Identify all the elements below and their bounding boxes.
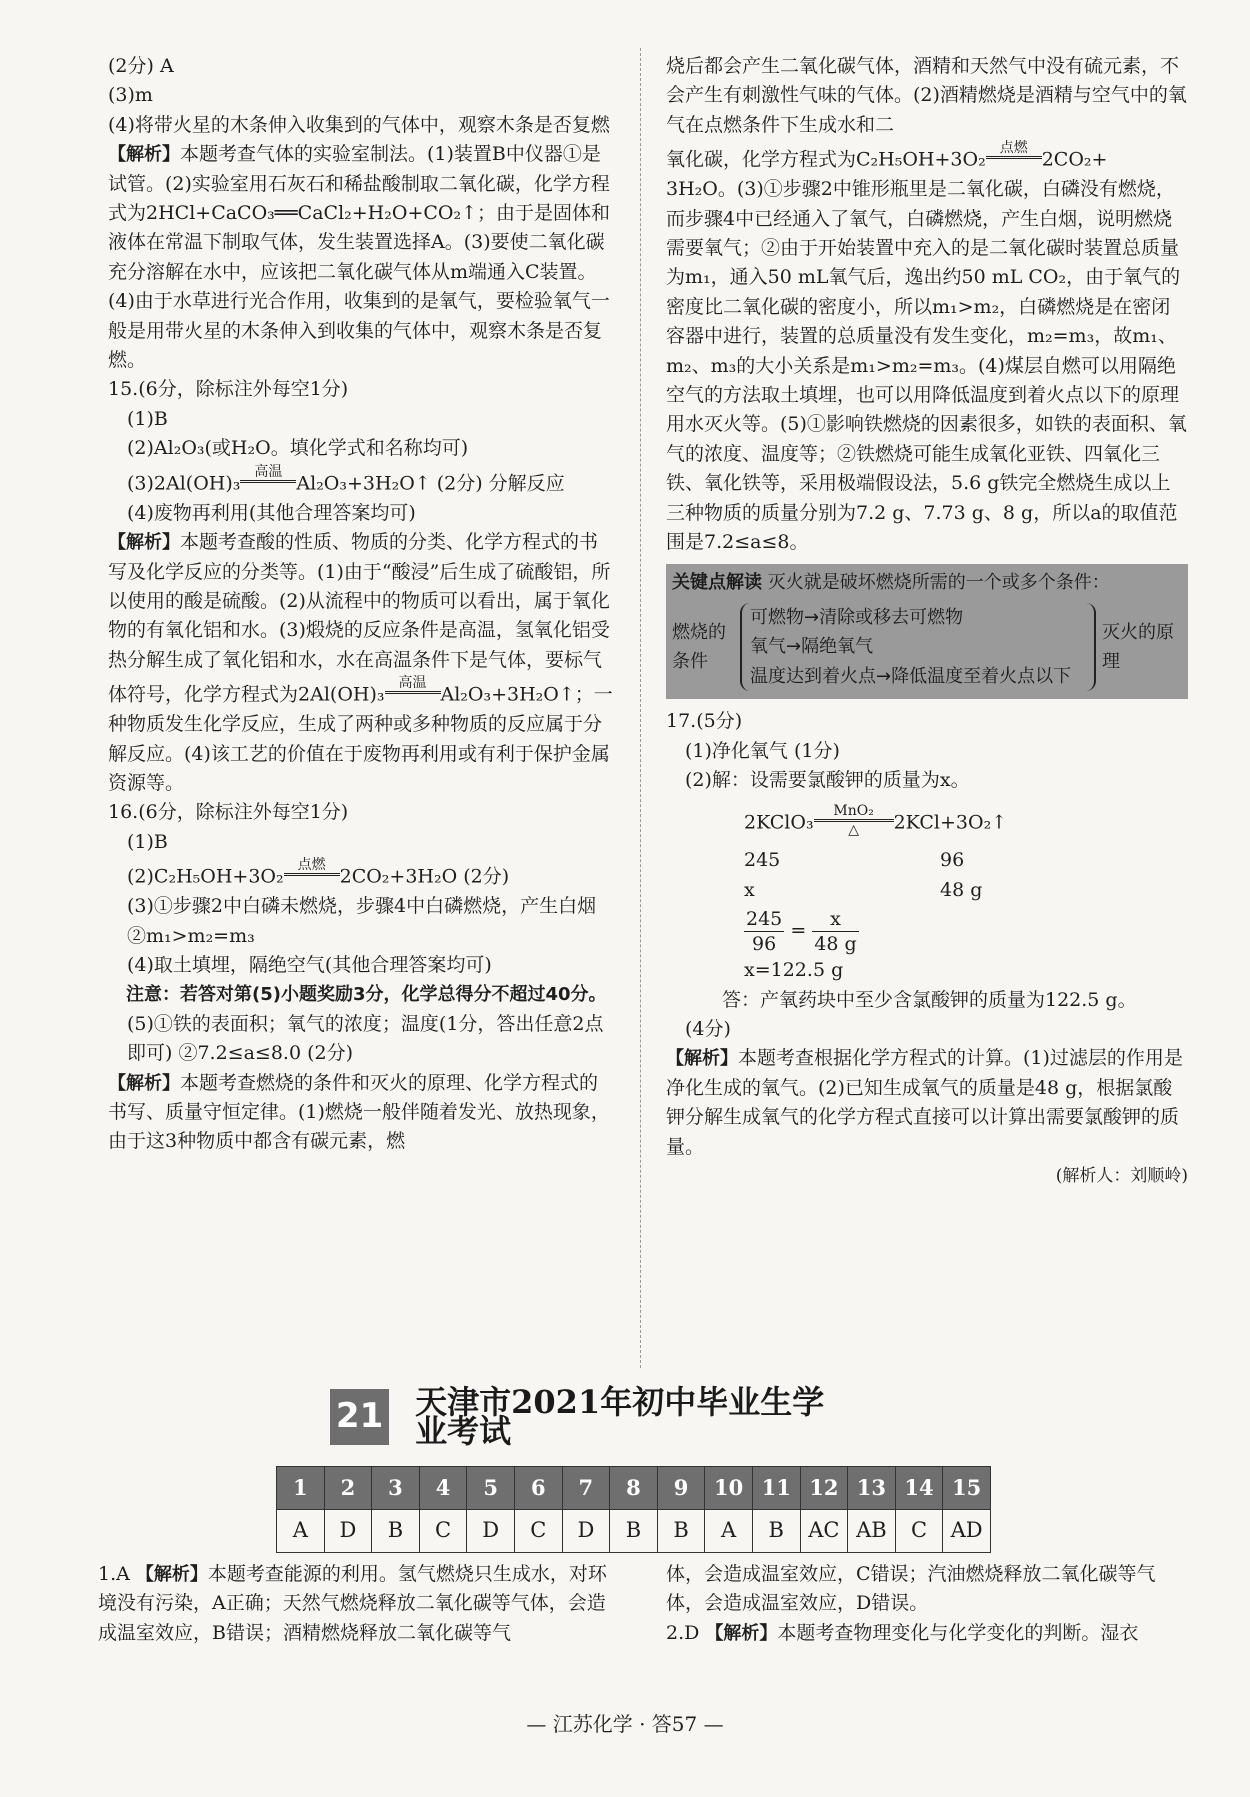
mass-right (940, 846, 982, 905)
answer-line (108, 857, 614, 892)
points-note: (4分) (685, 1017, 731, 1040)
question-number-cell: 3 (372, 1467, 420, 1510)
unknown-mass: x (744, 878, 755, 901)
equation-right: 2CO₂+3H₂O (2分) (339, 865, 510, 888)
key-point-box (666, 564, 1188, 700)
explanation (108, 140, 614, 375)
equation-left: 氧化碳，化学方程式为C₂H₅OH+3O₂ (666, 148, 986, 171)
question-number-cell: 6 (514, 1467, 562, 1510)
reaction-condition (814, 803, 894, 838)
answer-cell: D (467, 1510, 515, 1553)
equation-left: (3)2Al(OH)₃ (127, 472, 241, 495)
question-15-header: 15.(6分，除标注外每空1分) (108, 378, 349, 401)
question-number-cell: 8 (610, 1467, 658, 1510)
explanation-text (666, 140, 1188, 175)
answer-statement: 答：产氧药块中至少含氯酸钾的质量为122.5 g。 (722, 988, 1137, 1011)
question-number-cell: 5 (467, 1467, 515, 1510)
explanation-text: 本题考查气体的实验室制法。(1)装置B中仪器①是试管。(2)实验室用石灰石和稀盐酸制取二氧化碳，化学方程式为2HCl+CaCO₃══CaCl₂+H₂O+CO₂↑；由于是固体和液体在常温下制取气体，发生装置选择A。(3)要使二氧化碳充分溶解在水中，应该把二氧化碳气体从m端通入C装置。(4)由于水草进行光合作用，收集到的是氧气，要检验氧气一般是用带火星的木条伸入到收集的气体中，观察木条是否复燃。 (108, 143, 611, 372)
mass-left (744, 846, 940, 905)
answer-cell: C (895, 1510, 943, 1553)
answer-line: (2)Al₂O₃(或H₂O。填化学式和名称均可) (127, 437, 469, 460)
reaction-condition (385, 675, 441, 710)
answer-cell: B (657, 1510, 705, 1553)
question-number: 1.A (98, 1563, 136, 1585)
explanation-tag: 【解析】 (108, 532, 180, 554)
question-number-cell: 15 (943, 1467, 991, 1510)
key-point-heading: 关键点解读 (672, 571, 762, 593)
question-17-header: 17.(5分) (666, 710, 743, 733)
reaction-condition (284, 857, 340, 892)
question-number-cell: 14 (895, 1467, 943, 1510)
bottom-right-column (666, 1560, 1188, 1648)
section-number: 21 (330, 1389, 389, 1445)
answer-cell: C (514, 1510, 562, 1553)
answer-line: (1)净化氧气 (1分) (685, 739, 840, 762)
combustion-conditions-label: 燃烧的条件 (672, 621, 726, 673)
question-number-cell: 1 (277, 1467, 325, 1510)
answer-cell: AB (848, 1510, 896, 1553)
answer-cell: AD (943, 1510, 991, 1553)
condition-text: 点燃 (297, 857, 326, 874)
question-number-cell: 7 (562, 1467, 610, 1510)
left-column (108, 52, 614, 1157)
explanation-tag: 【解析】 (108, 144, 180, 166)
fraction (744, 907, 784, 956)
equation-right: Al₂O₃+3H₂O↑ (2分) 分解反应 (296, 472, 565, 495)
explanation-tag: 【解析】 (666, 1048, 738, 1070)
section-heading (330, 1382, 830, 1450)
molar-mass: 96 (940, 849, 965, 872)
answer-line: (4)将带火星的木条伸入收集到的气体中，观察木条是否复燃 (108, 113, 610, 136)
question-number-row (277, 1467, 991, 1510)
answer-cell: D (324, 1510, 372, 1553)
denominator: 96 (752, 933, 777, 956)
key-point-item: 温度达到着火点→降低温度至着火点以下 (750, 665, 1072, 687)
question-number-cell: 12 (800, 1467, 848, 1510)
explanation (666, 1044, 1188, 1162)
proportion: $\frac{245}{96}$ = $\frac{x}{48 g}$ (746, 908, 857, 956)
explanation (108, 1069, 614, 1157)
answer-line: (3)m (108, 84, 153, 107)
denominator: 48 g (814, 933, 857, 956)
answer-cell: C (419, 1510, 467, 1553)
question-number-cell: 9 (657, 1467, 705, 1510)
explanation (98, 1560, 610, 1648)
explanation-tag: 【解析】 (135, 1564, 208, 1585)
explanation-tag: 【解析】 (705, 1622, 778, 1644)
explanation (108, 528, 614, 798)
key-point-text: 灭火就是破坏燃烧所需的一个或多个条件： (762, 571, 1110, 593)
result-line: x=122.5 g (744, 959, 844, 982)
column-divider (640, 48, 641, 1368)
explanation-text: 本题考查酸的性质、物质的分类、化学方程式的书写及化学反应的分类等。(1)由于“酸浸”后生成了硫酸铝，所以使用的酸是硫酸。(2)从流程中的物质可以看出，属于氧化物的有氧化铝和水。(3)煅烧的反应条件是高温，氢氧化铝受热分解生成了氧化铝和水，水在高温条件下是气体，要标气体符号， (108, 531, 611, 706)
equation-left: (2)C₂H₅OH+3O₂ (127, 865, 284, 888)
fraction (812, 907, 858, 956)
author-signature: (解析人：刘顺岭) (1055, 1166, 1188, 1186)
question-number-cell: 10 (705, 1467, 753, 1510)
answer-cell: D (562, 1510, 610, 1553)
answer-cell: B (372, 1510, 420, 1553)
molar-mass: 245 (744, 849, 781, 872)
key-point-diagram (672, 603, 1182, 695)
answer-cell: AC (800, 1510, 848, 1553)
question-number-cell: 4 (419, 1467, 467, 1510)
reaction-condition (240, 464, 296, 499)
condition-text: 高温 (254, 463, 283, 480)
answer-cell: A (277, 1510, 325, 1553)
condition-text: 点燃 (999, 140, 1028, 157)
question-number: 2.D (666, 1621, 706, 1644)
question-number-cell: 13 (848, 1467, 896, 1510)
answer-line: (1)B (127, 407, 168, 430)
answer-line: (3)①步骤2中白磷未燃烧，步骤4中白磷燃烧，产生白烟 ②m₁>m₂=m₃ (127, 895, 597, 947)
answer-line: (1)B (127, 830, 168, 853)
section-title: 天津市2021年初中毕业生学业考试 (415, 1382, 825, 1450)
answer-line (108, 464, 614, 499)
bottom-left-column (98, 1560, 610, 1648)
equation-right: 2KCl+3O₂↑ (893, 811, 1008, 834)
explanation-text: Al₂O₃+3H₂O↑；一种物质发生化学反应，生成了两种或多种物质的反应属于分解反应。(4)该工艺的价值在于废物再利用或有利于保护金属资源等。 (108, 683, 613, 794)
answer-line: (4)取土填埋，隔绝空气(其他合理答案均可) (127, 953, 492, 976)
catalyst-text: MnO₂ (833, 803, 874, 820)
answer-line: (4)废物再利用(其他合理答案均可) (127, 501, 416, 524)
explanation-text: 本题考查燃烧的条件和灭火的原理、化学方程式的书写、质量守恒定律。(1)燃烧一般伴随着发光、放热现象，由于这3种物质中都含有碳元素，燃 (108, 1071, 610, 1153)
question-number-cell: 2 (324, 1467, 372, 1510)
explanation-text: 体，会造成温室效应，C错误；汽油燃烧释放二氧化碳等气体，会造成温室效应，D错误。 (666, 1563, 1156, 1615)
reaction-condition (986, 140, 1042, 175)
answer-table (276, 1466, 991, 1553)
explanation-tag: 【解析】 (108, 1072, 180, 1094)
equation-right: 2CO₂+ (1041, 148, 1108, 171)
extinguish-principle-label: 灭火的原理 (1102, 621, 1174, 673)
page-footer: — 江苏化学 · 答57 — (526, 1712, 724, 1736)
key-point-item: 氧气→隔绝氧气 (750, 636, 874, 658)
question-16-header: 16.(6分，除标注外每空1分) (108, 801, 349, 824)
explanation-text: 本题考查能源的利用。氢气燃烧只生成水，对环境没有污染，A正确；天然气燃烧释放二氧化碳等气体，会造成温室效应，B错误；酒精燃烧释放二氧化碳等气 (98, 1563, 607, 1644)
answer-cell: B (610, 1510, 658, 1553)
explanation-text: 本题考查物理变化与化学变化的判断。湿衣 (777, 1621, 1139, 1644)
equation-left: 2KClO₃ (744, 811, 814, 834)
condition-text: 高温 (398, 675, 427, 692)
explanation-text: 本题考查根据化学方程式的计算。(1)过滤层的作用是净化生成的氧气。(2)已知生成氧气的质量是48 g，根据氯酸钾分解生成氧气的化学方程式直接可以计算出需要氯酸钾的质量。 (666, 1047, 1183, 1158)
bonus-notice: 注意：若答对第(5)小题奖励3分，化学总得分不超过40分。 (126, 984, 607, 1006)
key-point-list (740, 603, 1096, 691)
explanation-text: 化学方程式为2Al(OH)₃ (184, 683, 385, 706)
numerator: 245 (746, 908, 783, 931)
explanation-text: 烧后都会产生二氧化碳气体，酒精和天然气中没有硫元素，不会产生有刺激性气味的气体。(2)酒精燃烧是酒精与空气中的氧气在点燃条件下生成水和二 (666, 55, 1187, 136)
answer-cell: B (752, 1510, 800, 1553)
answer-line: (5)①铁的表面积；氧气的浓度；温度(1分，答出任意2点即可) ②7.2≤a≤8.0 (2分) (127, 1012, 604, 1065)
known-mass: 48 g (940, 878, 983, 901)
mass-ratio-row (666, 846, 1188, 905)
heat-symbol: △ (848, 822, 859, 839)
right-column (666, 52, 1188, 1191)
answer-row (277, 1510, 991, 1553)
chemical-equation (666, 803, 1188, 838)
explanation-text: 3H₂O。(3)①步骤2中锥形瓶里是二氧化碳，白磷没有燃烧，而步骤4中已经通入了氧气，白磷燃烧，产生白烟，说明燃烧需要氧气；②由于开始装置中充入的是二氧化碳时装置总质量为m₁，通入50 mL氧气后，逸出约50 mL CO₂，由于氧气的密度比二氧化碳的密度小，所以m₁>m₂，白磷燃烧是在密闭容器中进行，装置的总质量没有发生变化，m₂=m₃，故m₁、m₂、m₃的大小关系是m₁>m₂=m₃。(4)煤层自燃可以用隔绝空气的方法取土填埋，也可以用降低温度到着火点以下的原理用水灭火等。(5)①影响铁燃烧的因素很多，如铁的表面积、氧气的浓度、温度等；②铁燃烧可能生成氧化亚铁、四氧化三铁、氧化铁等，采用极端假设法，5.6 g铁完全燃烧生成以上三种物质的质量分别为7.2 g、7.73 g、8 g，所以a的取值范围是7.2≤a≤8。 (666, 178, 1187, 554)
explanation (666, 1619, 1188, 1648)
answer-cell: A (705, 1510, 753, 1553)
key-point-item: 可燃物→清除或移去可燃物 (750, 606, 964, 628)
question-number-cell: 11 (752, 1467, 800, 1510)
answer-line: (2)解：设需要氯酸钾的质量为x。 (685, 768, 970, 791)
answer-line: (2分) A (108, 55, 174, 77)
numerator: x (812, 907, 858, 932)
